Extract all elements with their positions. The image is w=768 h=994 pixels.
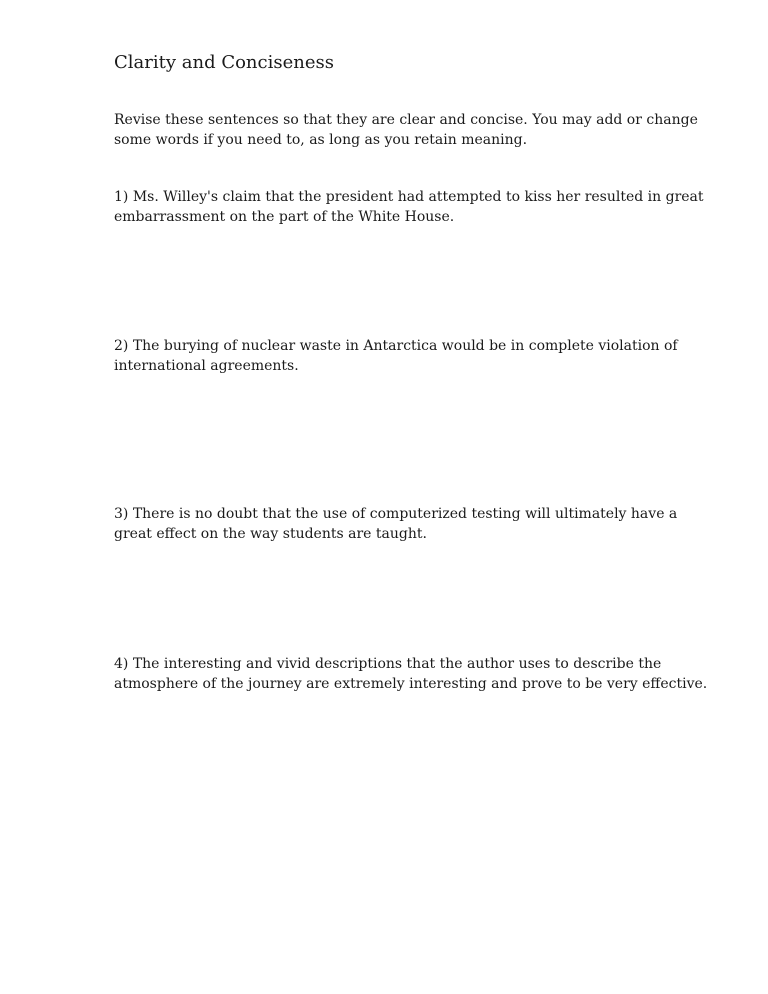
instructions-line: Revise these sentences so that they are clear and concise. You may add or change — [114, 112, 698, 128]
question-line: atmosphere of the journey are extremely interesting and prove to be very effective. — [114, 676, 708, 692]
question-2 — [114, 336, 678, 376]
question-4 — [114, 654, 708, 694]
question-1 — [114, 187, 704, 227]
question-line: 1) Ms. Willey's claim that the president had attempted to kiss her resulted in great — [114, 189, 704, 205]
question-line: embarrassment on the part of the White House. — [114, 209, 455, 225]
question-line: 3) There is no doubt that the use of computerized testing will ultimately have a — [114, 506, 678, 522]
instructions-line: some words if you need to, as long as you retain meaning. — [114, 132, 528, 148]
page-title: Clarity and Conciseness — [114, 52, 334, 73]
question-line: great effect on the way students are taught. — [114, 526, 427, 542]
question-line: 4) The interesting and vivid descriptions that the author uses to describe the — [114, 656, 662, 672]
instructions — [114, 110, 698, 150]
question-3 — [114, 504, 678, 544]
question-line: international agreements. — [114, 358, 299, 374]
question-line: 2) The burying of nuclear waste in Antarctica would be in complete violation of — [114, 338, 678, 354]
